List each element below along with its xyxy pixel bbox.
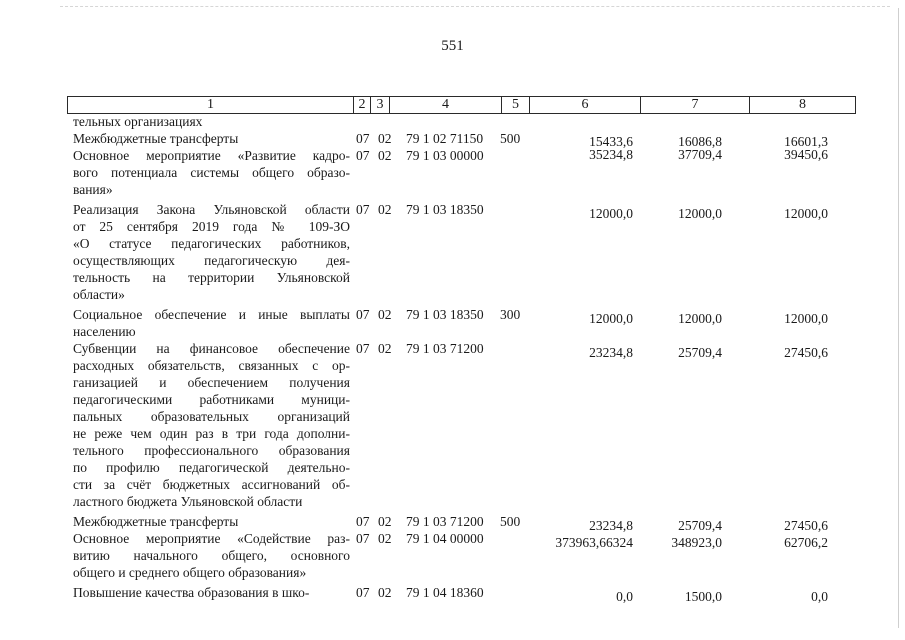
target-article-code: 79 1 03 71200 [406,514,484,529]
section-code: 07 [356,514,370,529]
description-line: населению [73,324,136,339]
header-col-2: 2 [353,97,370,113]
section-code: 07 [356,202,370,217]
description-line: тельных организациях [73,114,203,129]
subsection-code: 02 [378,341,392,356]
amount-year-1: 12000,0 [589,311,633,326]
section-code: 07 [356,131,370,146]
target-article-code: 79 1 03 18350 [406,202,484,217]
amount-year-1: 12000,0 [589,206,633,221]
amount-year-2: 37709,4 [678,147,722,162]
row-description [73,530,350,581]
row-description [73,201,350,303]
description-line: Социальное обеспечение и иные выплаты [73,307,350,322]
description-line: Реализация Закона Ульяновской области [73,202,350,217]
row-description [73,513,350,530]
amount-year-2: 12000,0 [678,206,722,221]
description-line: витию начального общего, основного [73,548,350,563]
scan-edge-right [898,8,899,628]
subsection-code: 02 [378,131,392,146]
description-line: вания» [73,182,113,197]
target-article-code: 79 1 04 00000 [406,531,484,546]
description-line: по профилю педагогической деятельно- [73,460,350,475]
description-line: «О статусе педагогических работников, [73,236,350,251]
amount-year-3: 62706,2 [784,535,828,550]
amount-year-1: 23234,8 [589,345,633,360]
section-code: 07 [356,307,370,322]
row-description [73,340,350,510]
description-line: тельного профессионального образования [73,443,350,458]
subsection-code: 02 [378,585,392,600]
section-code: 07 [356,341,370,356]
description-line: осуществляющих педагогическую дея- [73,253,350,268]
description-line: Основное мероприятие «Развитие кадро- [73,148,350,163]
header-col-4: 4 [389,97,501,113]
header-col-3: 3 [370,97,389,113]
amount-year-2: 348923,0 [671,535,722,550]
section-code: 07 [356,585,370,600]
amount-year-1: 15433,6 [589,134,633,149]
description-line: Основное мероприятие «Содействие раз- [73,531,350,546]
subsection-code: 02 [378,202,392,217]
amount-year-3: 27450,6 [784,345,828,360]
expense-type-code: 500 [500,514,521,529]
row-description [73,130,350,147]
target-article-code: 79 1 03 71200 [406,341,484,356]
amount-year-3: 16601,3 [784,134,828,149]
amount-year-2: 1500,0 [684,589,722,604]
description-line: области» [73,287,125,302]
description-line: Межбюджетные трансферты [73,131,239,146]
amount-year-1: 373963,66324 [555,535,633,550]
page-number: 551 [441,38,464,54]
amount-year-3: 39450,6 [784,147,828,162]
description-line: общего и среднего общего образования» [73,565,307,580]
expense-type-code: 300 [500,307,521,322]
header-col-7: 7 [640,97,749,113]
description-line: тельность на территории Ульяновской [73,270,350,285]
amount-year-2: 25709,4 [678,345,722,360]
description-line: ластного бюджета Ульяновской области [73,494,303,509]
amount-year-1: 23234,8 [589,518,633,533]
amount-year-2: 16086,8 [678,134,722,149]
amount-year-1: 0,0 [616,589,633,604]
table-header [67,96,856,114]
row-description [73,147,350,198]
amount-year-3: 12000,0 [784,311,828,326]
row-description [73,306,350,340]
amount-year-3: 27450,6 [784,518,828,533]
target-article-code: 79 1 02 71150 [406,131,484,146]
header-col-1: 1 [207,97,214,112]
description-line: от 25 сентября 2019 года № 109-ЗО [73,219,350,234]
target-article-code: 79 1 03 00000 [406,148,484,163]
target-article-code: 79 1 03 18350 [406,307,484,322]
section-code: 07 [356,148,370,163]
description-line: ганизацией и обеспечением получения [73,375,350,390]
amount-year-2: 25709,4 [678,518,722,533]
description-line: Субвенции на финансовое обеспечение [73,341,350,356]
description-line: сти за счёт бюджетных ассигнований об- [73,477,350,492]
expense-type-code: 500 [500,131,521,146]
subsection-code: 02 [378,148,392,163]
section-code: 07 [356,531,370,546]
header-col-6: 6 [529,97,640,113]
description-line: расходных обязательств, связанных с ор- [73,358,350,373]
target-article-code: 79 1 04 18360 [406,585,484,600]
amount-year-3: 12000,0 [784,206,828,221]
row-description [73,113,350,130]
subsection-code: 02 [378,307,392,322]
row-description [73,584,350,601]
subsection-code: 02 [378,514,392,529]
description-line: Межбюджетные трансферты [73,514,239,529]
header-col-5: 5 [501,97,529,113]
amount-year-1: 35234,8 [589,147,633,162]
description-line: вого потенциала системы общего образо- [73,165,350,180]
description-line: пальных образовательных организаций [73,409,350,424]
header-col-8: 8 [749,97,855,113]
description-line: Повышение качества образования в шко- [73,585,310,600]
amount-year-3: 0,0 [811,589,828,604]
description-line: педагогическими работниками муници- [73,392,350,407]
scan-edge-top [60,6,890,8]
amount-year-2: 12000,0 [678,311,722,326]
description-line: не реже чем один раз в три года дополни- [73,426,350,441]
subsection-code: 02 [378,531,392,546]
